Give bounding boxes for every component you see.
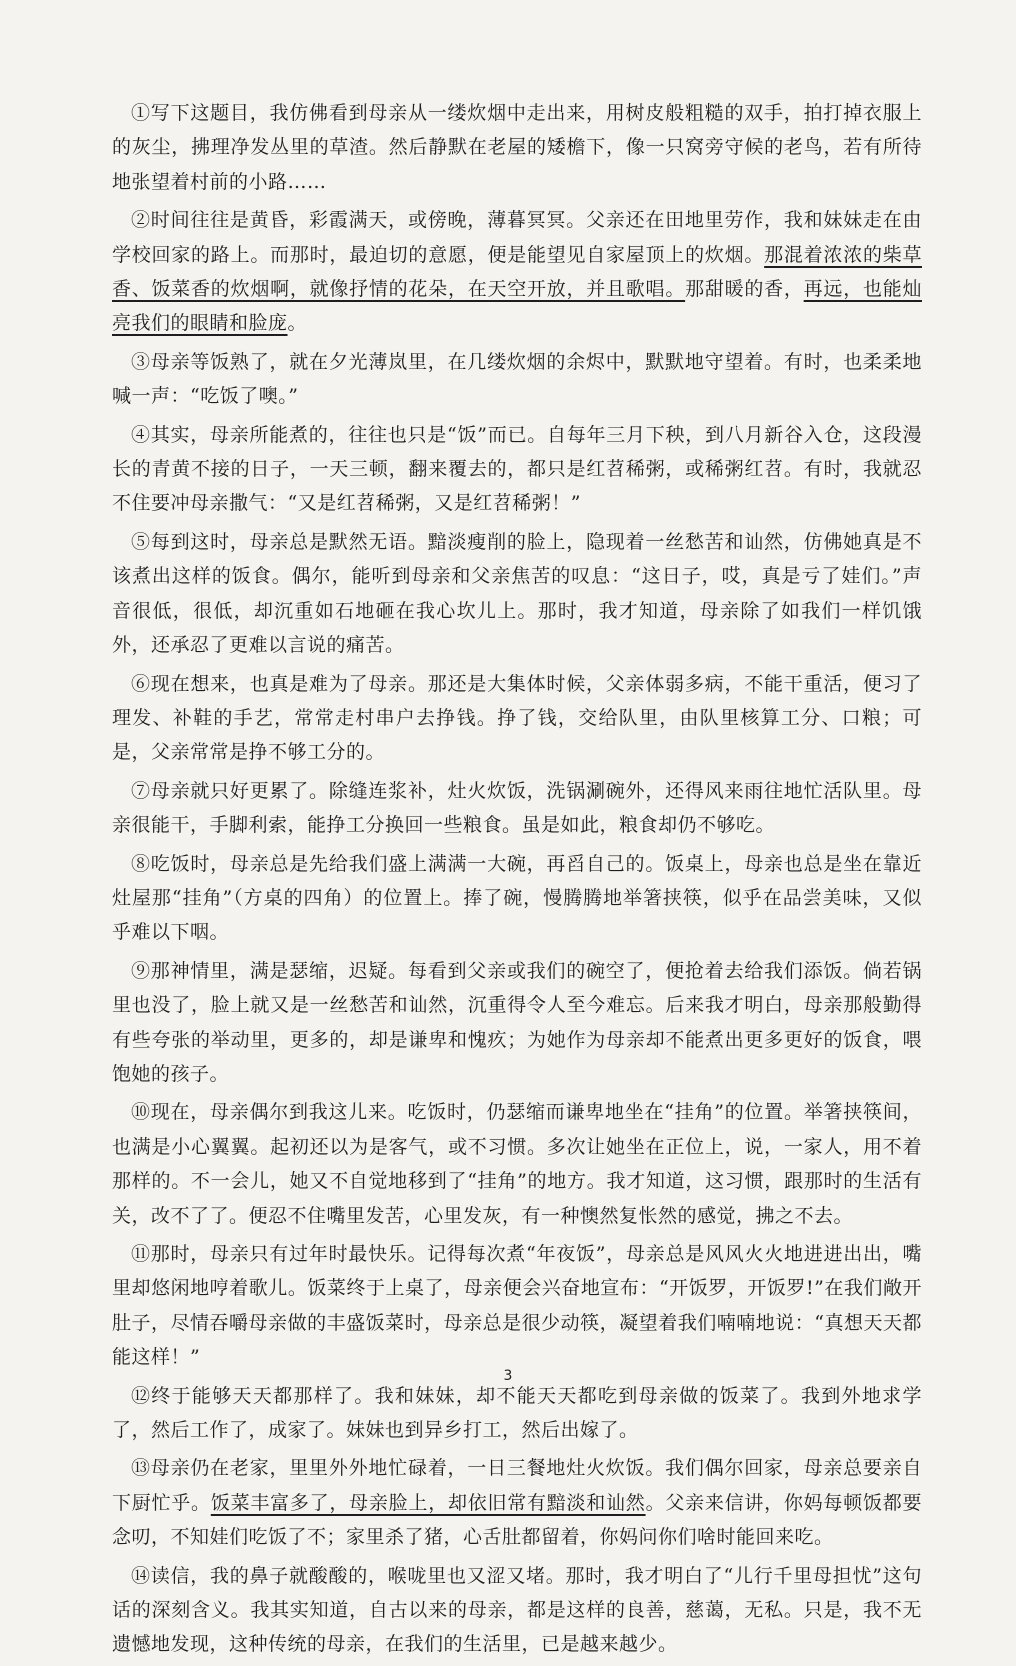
paragraph-14 bbox=[112, 1559, 922, 1662]
paragraph-10 bbox=[112, 1095, 922, 1233]
paragraph-text: ③母亲等饭熟了，就在夕光薄岚里，在几缕炊烟的余烬中，默默地守望着。有时，也柔柔地喊一声：“吃饭了噢。” bbox=[112, 350, 922, 408]
paragraph-text: ②时间往往是黄昏，彩霞满天，或傍晚，薄暮冥冥。父亲还在田地里劳作，我和妹妹走在由学校回家的路上。而那时，最迫切的意愿，便是能望见自家屋顶上的炊烟。 bbox=[112, 209, 922, 266]
paragraph-text: ⑬母亲仍在老家，里里外外地忙碌着，一日三餐地灶火炊饭。我们偶尔回家，母亲总要亲自下厨忙乎。 bbox=[112, 1457, 922, 1514]
paragraph-2 bbox=[112, 203, 922, 341]
essay-body bbox=[112, 96, 922, 1666]
paragraph-text: ⑨那神情里，满是瑟缩，迟疑。每看到父亲或我们的碗空了，便抢着去给我们添饭。倘若锅里也没了，脸上就又是一丝愁苦和讪然，沉重得令人至今难忘。后来我才明白，母亲那般勤得有些夸张的举动里，更多的，却是谦卑和愧疚；为她作为母亲却不能煮出更多更好的饭食，喂饱她的孩子。 bbox=[112, 959, 922, 1085]
paragraph-11 bbox=[112, 1237, 922, 1375]
paragraph-6 bbox=[112, 667, 922, 770]
paragraph-text: ①写下这题目，我仿佛看到母亲从一缕炊烟中走出来，用树皮般粗糙的双手，拍打掉衣服上的灰尘，拂理净发丛里的草渣。然后静默在老屋的矮檐下，像一只窝旁守候的老鸟，若有所待地张望着村前的小路…… bbox=[112, 102, 922, 193]
underlined-text: 再远，也能灿亮我们的眼睛和脸庞 bbox=[112, 278, 922, 335]
paragraph-text: ⑦母亲就只好更累了。除缝连浆补，灶火炊饭，洗锅涮碗外，还得风来雨往地忙活队里。母亲很能干，手脚利索，能挣工分换回一些粮食。虽是如此，粮食却仍不够吃。 bbox=[112, 779, 922, 837]
paragraph-5 bbox=[112, 525, 922, 663]
paragraph-7 bbox=[112, 774, 922, 843]
underlined-text: 那混着浓浓的柴草香、饭菜香的炊烟啊，就像抒情的花朵，在天空开放，并且歌唱。 bbox=[112, 243, 922, 301]
paragraph-text: ⑫终于能够天天都那样了。我和妹妹，却不能天天都吃到母亲做的饭菜了。我到外地求学了，然后工作了，成家了。妹妹也到异乡打工，然后出嫁了。 bbox=[112, 1384, 922, 1442]
paragraph-text: ⑥现在想来，也真是难为了母亲。那还是大集体时候，父亲体弱多病，不能干重活，便习了理发、补鞋的手艺，常常走村串户去挣钱。挣了钱，交给队里，由队里核算工分、口粮；可是，父亲常常是挣不够工分的。 bbox=[112, 672, 922, 764]
page-number: 3 bbox=[503, 1368, 513, 1384]
paragraph-13 bbox=[112, 1451, 922, 1554]
paragraph-text: ⑪那时，母亲只有过年时最快乐。记得每次煮“年夜饭”，母亲总是风风火火地进进出出，嘴里却悠闲地哼着歌儿。饭菜终于上桌了，母亲便会兴奋地宣布：“开饭罗，开饭罗!”在我们敞开肚子，尽情吞嚼母亲做的丰盛饭菜时，母亲总是很少动筷，凝望着我们喃喃地说：“真想天天都能这样！” bbox=[112, 1243, 922, 1369]
paragraph-12 bbox=[112, 1379, 922, 1448]
paragraph-text: 。 bbox=[287, 312, 308, 335]
paragraph-text: ⑧吃饭时，母亲总是先给我们盛上满满一大碗，再舀自己的。饭桌上，母亲也总是坐在靠近灶屋那“挂角”（方桌的四角）的位置上。捧了碗，慢腾腾地举箸挟筷，似乎在品尝美味，又似乎难以下咽。 bbox=[112, 852, 922, 944]
paragraph-1 bbox=[112, 96, 922, 199]
paragraph-text: 。父亲来信讲，你妈每顿饭都要念叨，不知娃们吃饭了不；家里杀了猪，心舌肚都留着，你妈问你们啥时能回来吃。 bbox=[112, 1491, 922, 1549]
underlined-text: 饭菜丰富多了，母亲脸上，却依旧常有黯淡和讪然 bbox=[210, 1491, 646, 1514]
paragraph-8 bbox=[112, 847, 922, 950]
paragraph-9 bbox=[112, 954, 922, 1092]
paragraph-4 bbox=[112, 418, 922, 521]
paragraph-text: ⑩现在，母亲偶尔到我这儿来。吃饭时，仍瑟缩而谦卑地坐在“挂角”的位置。举箸挟筷间，也满是小心翼翼。起初还以为是客气，或不习惯。多次让她坐在正位上，说，一家人，用不着那样的。不一会儿，她又不自觉地移到了“挂角”的地方。我才知道，这习惯，跟那时的生活有关，改不了了。便忍不住嘴里发苦，心里发灰，有一种懊然复怅然的感觉，拂之不去。 bbox=[112, 1101, 922, 1227]
paragraph-text: 那甜暖的香， bbox=[685, 278, 804, 301]
paragraph-3 bbox=[112, 345, 922, 414]
paragraph-text: ④其实，母亲所能煮的，往往也只是“饭”而已。自每年三月下秧，到八月新谷入仓，这段漫长的青黄不接的日子，一天三顿，翻来覆去的，都只是红苕稀粥，或稀粥红苕。有时，我就忍不住要冲母亲撒气：“又是红苕稀粥，又是红苕稀粥！” bbox=[112, 423, 922, 515]
paragraph-text: ⑭读信，我的鼻子就酸酸的，喉咙里也又涩又堵。那时，我才明白了“儿行千里母担忧”这句话的深刻含义。我其实知道，自古以来的母亲，都是这样的良善，慈蔼，无私。只是，我不无遗憾地发现，这种传统的母亲，在我们的生活里，已是越来越少。 bbox=[112, 1564, 922, 1656]
paragraph-text: ⑤每到这时，母亲总是默然无语。黯淡瘦削的脸上，隐现着一丝愁苦和讪然，仿佛她真是不该煮出这样的饭食。偶尔，能听到母亲和父亲焦苦的叹息：“这日子，哎，真是亏了娃们。”声音很低，很低，却沉重如石地砸在我心坎儿上。那时，我才知道，母亲除了如我们一样饥饿外，还承忍了更难以言说的痛苦。 bbox=[112, 530, 922, 657]
